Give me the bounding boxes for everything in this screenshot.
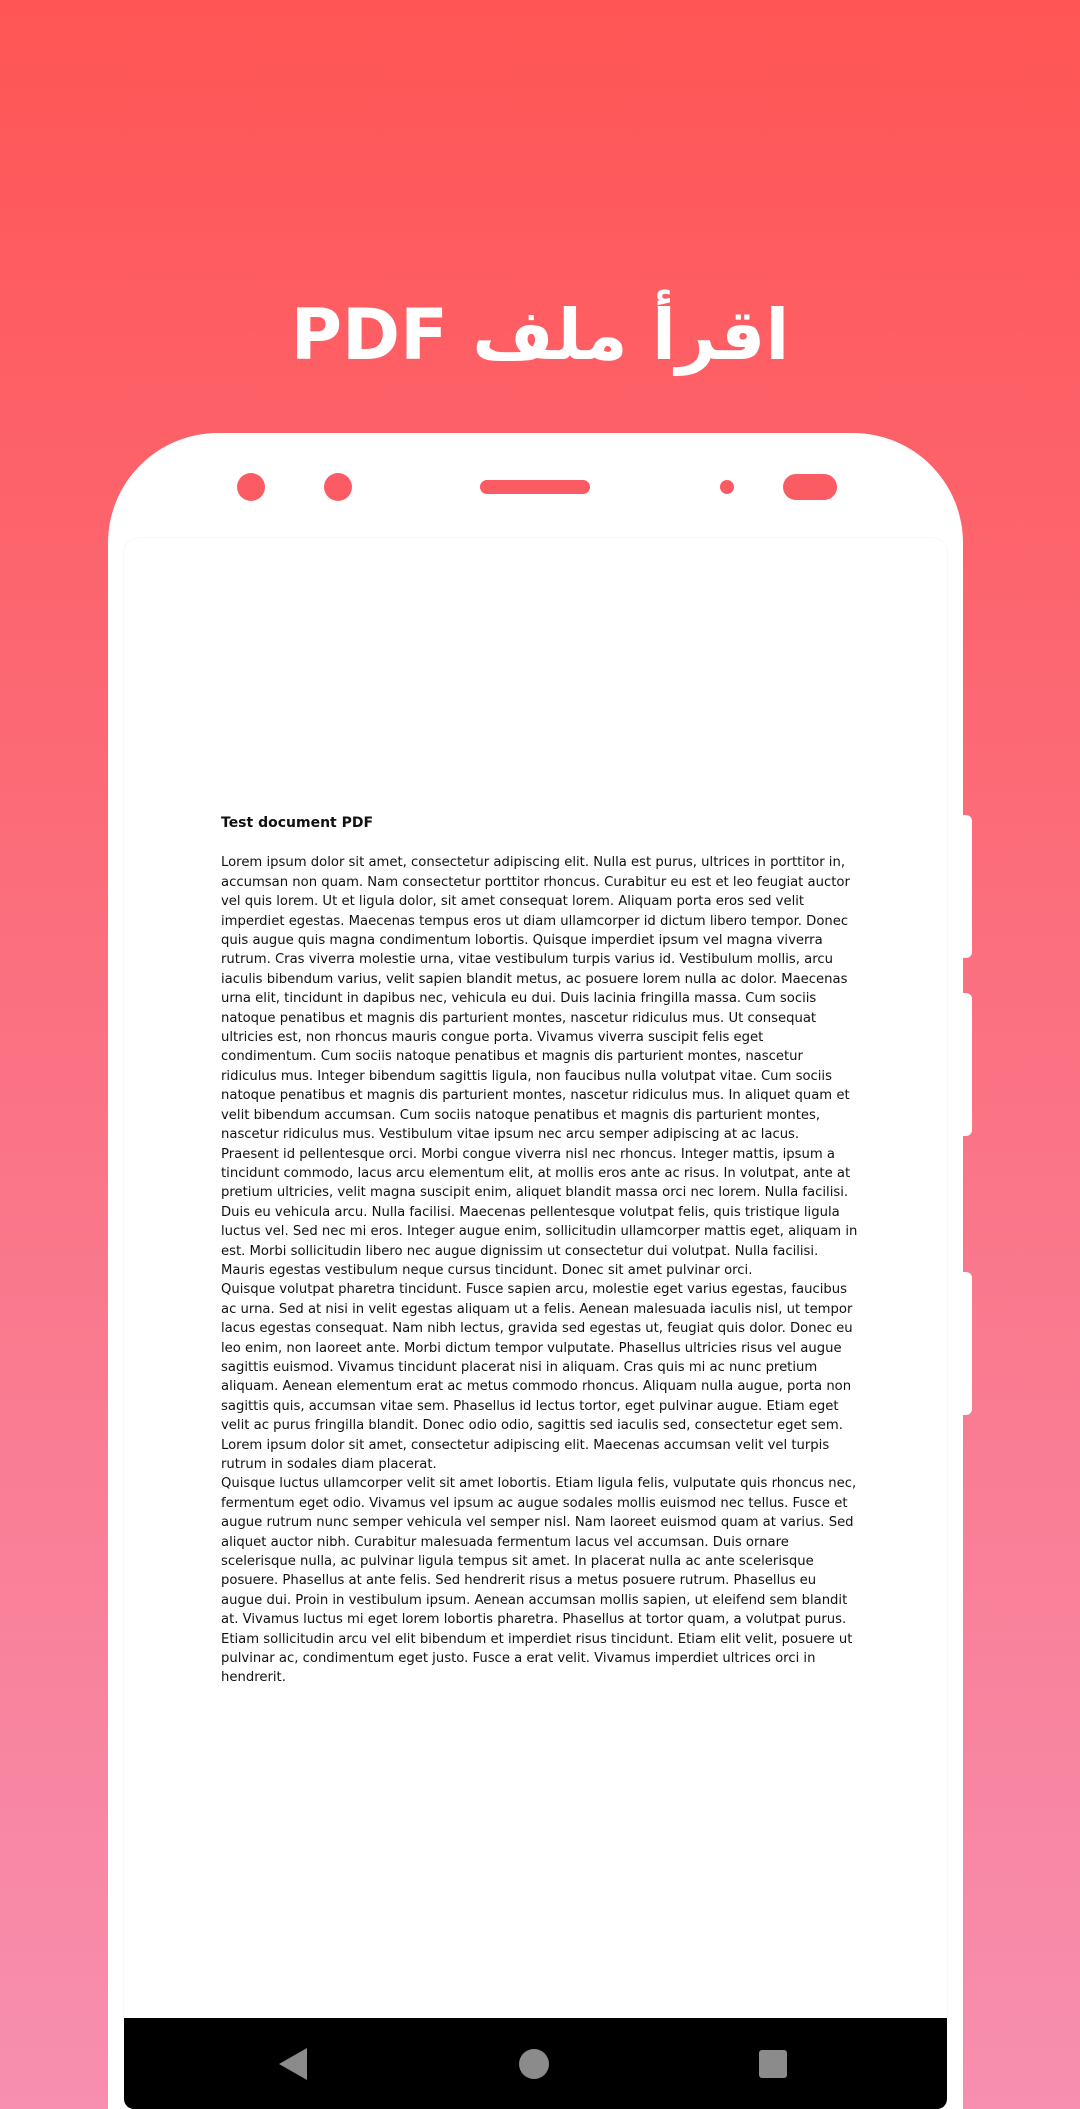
flash-icon	[783, 474, 837, 500]
earpiece-speaker-icon	[480, 480, 590, 494]
home-circle-icon[interactable]	[519, 2049, 549, 2079]
document-paragraph: Quisque volutpat pharetra tincidunt. Fusce sapien arcu, molestie eget varius egestas, faucibus ac urna. Sed at nisi in velit egestas aliquam ut a felis. Aenean malesuada iaculis nisl, ut tempor lacus egestas consequat. Nam nibh lectus, gravida sed egestas ut, feugiat quis dolor. Donec eu leo enim, non laoreet ante. Morbi dictum tempor vulputate. Phasellus ultricies risus vel augue sagittis euismod. Vivamus tincidunt placerat nisi in aliquam. Cras quis mi ac nunc pretium aliquam. Aenean elementum erat ac metus commodo rhoncus. Aliquam nulla augue, porta non sagittis quis, accumsan vitae sem. Phasellus id lectus tortor, eget pulvinar augue. Etiam eget velit ac purus fringilla blandit. Donec odio odio, sagittis sed iaculis sed, consectetur eget sem. Lorem ipsum dolor sit amet, consectetur adipiscing elit. Maecenas accumsan velit vel turpis rutrum in sodales diam placerat.	[221, 1282, 853, 1472]
recent-apps-square-icon[interactable]	[759, 2050, 787, 2078]
promo-headline: اقرأ ملف PDF	[290, 294, 790, 376]
front-camera-icon	[237, 473, 265, 501]
phone-side-button-2	[962, 993, 972, 1136]
system-navigation-bar	[124, 2018, 947, 2109]
pdf-page	[221, 814, 861, 1688]
pdf-viewer-screen[interactable]	[124, 538, 947, 2018]
phone-side-button-1	[962, 815, 972, 958]
document-paragraph: Quisque luctus ullamcorper velit sit amet lobortis. Etiam ligula felis, vulputate quis rhoncus nec, fermentum eget odio. Vivamus vel ipsum ac augue sodales mollis euismod nec tellus. Fusce et augue rutrum nunc semper vehicula vel semper nisl. Nam laoreet euismod quam at varius. Sed aliquet auctor nibh. Curabitur malesuada fermentum lacus vel accumsan. Duis ornare scelerisque nulla, ac pulvinar ligula tempus sit amet. In placerat nulla ac ante scelerisque posuere. Phasellus at ante felis. Sed hendrerit risus a metus posuere rutrum. Phasellus eu augue dui. Proin in vestibulum ipsum. Aenean accumsan mollis sapien, ut eleifend sem blandit at. Vivamus luctus mi eget lorem lobortis pharetra. Phasellus at tortor quam, a volutpat purus. Etiam sollicitudin arcu vel elit bibendum et imperdiet risus tincidunt. Etiam elit velit, posuere ut pulvinar ac, condimentum eget justo. Fusce a erat velit. Vivamus imperdiet ultrices orci in hendrerit.	[221, 1476, 857, 1686]
back-triangle-icon[interactable]	[279, 2048, 307, 2080]
document-title: Test document PDF	[221, 815, 374, 831]
phone-side-button-3	[962, 1272, 972, 1415]
document-paragraph: Lorem ipsum dolor sit amet, consectetur adipiscing elit. Nulla est purus, ultrices in porttitor in, accumsan non quam. Nam consectetur porttitor rhoncus. Curabitur eu est et leo feugiat auctor vel quis lorem. Ut et ligula dolor, sit amet consequat lorem. Aliquam porta eros sed velit imperdiet egestas. Maecenas tempus eros ut diam ullamcorper id dictum libero tempor. Donec quis augue quis magna condimentum lobortis. Quisque imperdiet ipsum vel magna viverra rutrum. Cras viverra molestie urna, vitae vestibulum turpis varius id. Vestibulum mollis, arcu iaculis bibendum varius, velit sapien blandit metus, ac posuere lorem nulla ac dolor. Maecenas urna elit, tincidunt in dapibus nec, vehicula eu dui. Duis lacinia fringilla massa. Cum sociis natoque penatibus et magnis dis parturient montes, nascetur ridiculus mus. Ut consequat ultricies est, non rhoncus mauris congue porta. Vivamus viverra suscipit felis eget condimentum. Cum sociis natoque penatibus et magnis dis parturient montes, nascetur ridiculus mus. Integer bibendum sagittis ligula, non faucibus nulla volutpat vitae. Cum sociis natoque penatibus et magnis dis parturient montes, nascetur ridiculus mus. In aliquet quam et velit bibendum accumsan. Cum sociis natoque penatibus et magnis dis parturient montes, nascetur ridiculus mus. Vestibulum vitae ipsum nec arcu semper adipiscing at ac lacus. Praesent id pellentesque orci. Morbi congue viverra nisl nec rhoncus. Integer mattis, ipsum a tincidunt commodo, lacus arcu elementum elit, at mollis eros ante ac risus. In volutpat, ante at pretium ultricies, velit magna suscipit enim, aliquet blandit massa orci nec lorem. Nulla facilisi. Duis eu vehicula arcu. Nulla facilisi. Maecenas pellentesque volutpat felis, quis tristique ligula luctus vel. Sed nec mi eros. Integer augue enim, sollicitudin ullamcorper mattis eget, aliquam in est. Morbi sollicitudin libero nec augue dignissim ut consectetur dui volutpat. Nulla facilisi. Mauris egestas vestibulum neque cursus tincidunt. Donec sit amet pulvinar orci.	[221, 855, 858, 1278]
proximity-sensor-icon	[720, 480, 734, 494]
front-sensor-icon	[324, 473, 352, 501]
